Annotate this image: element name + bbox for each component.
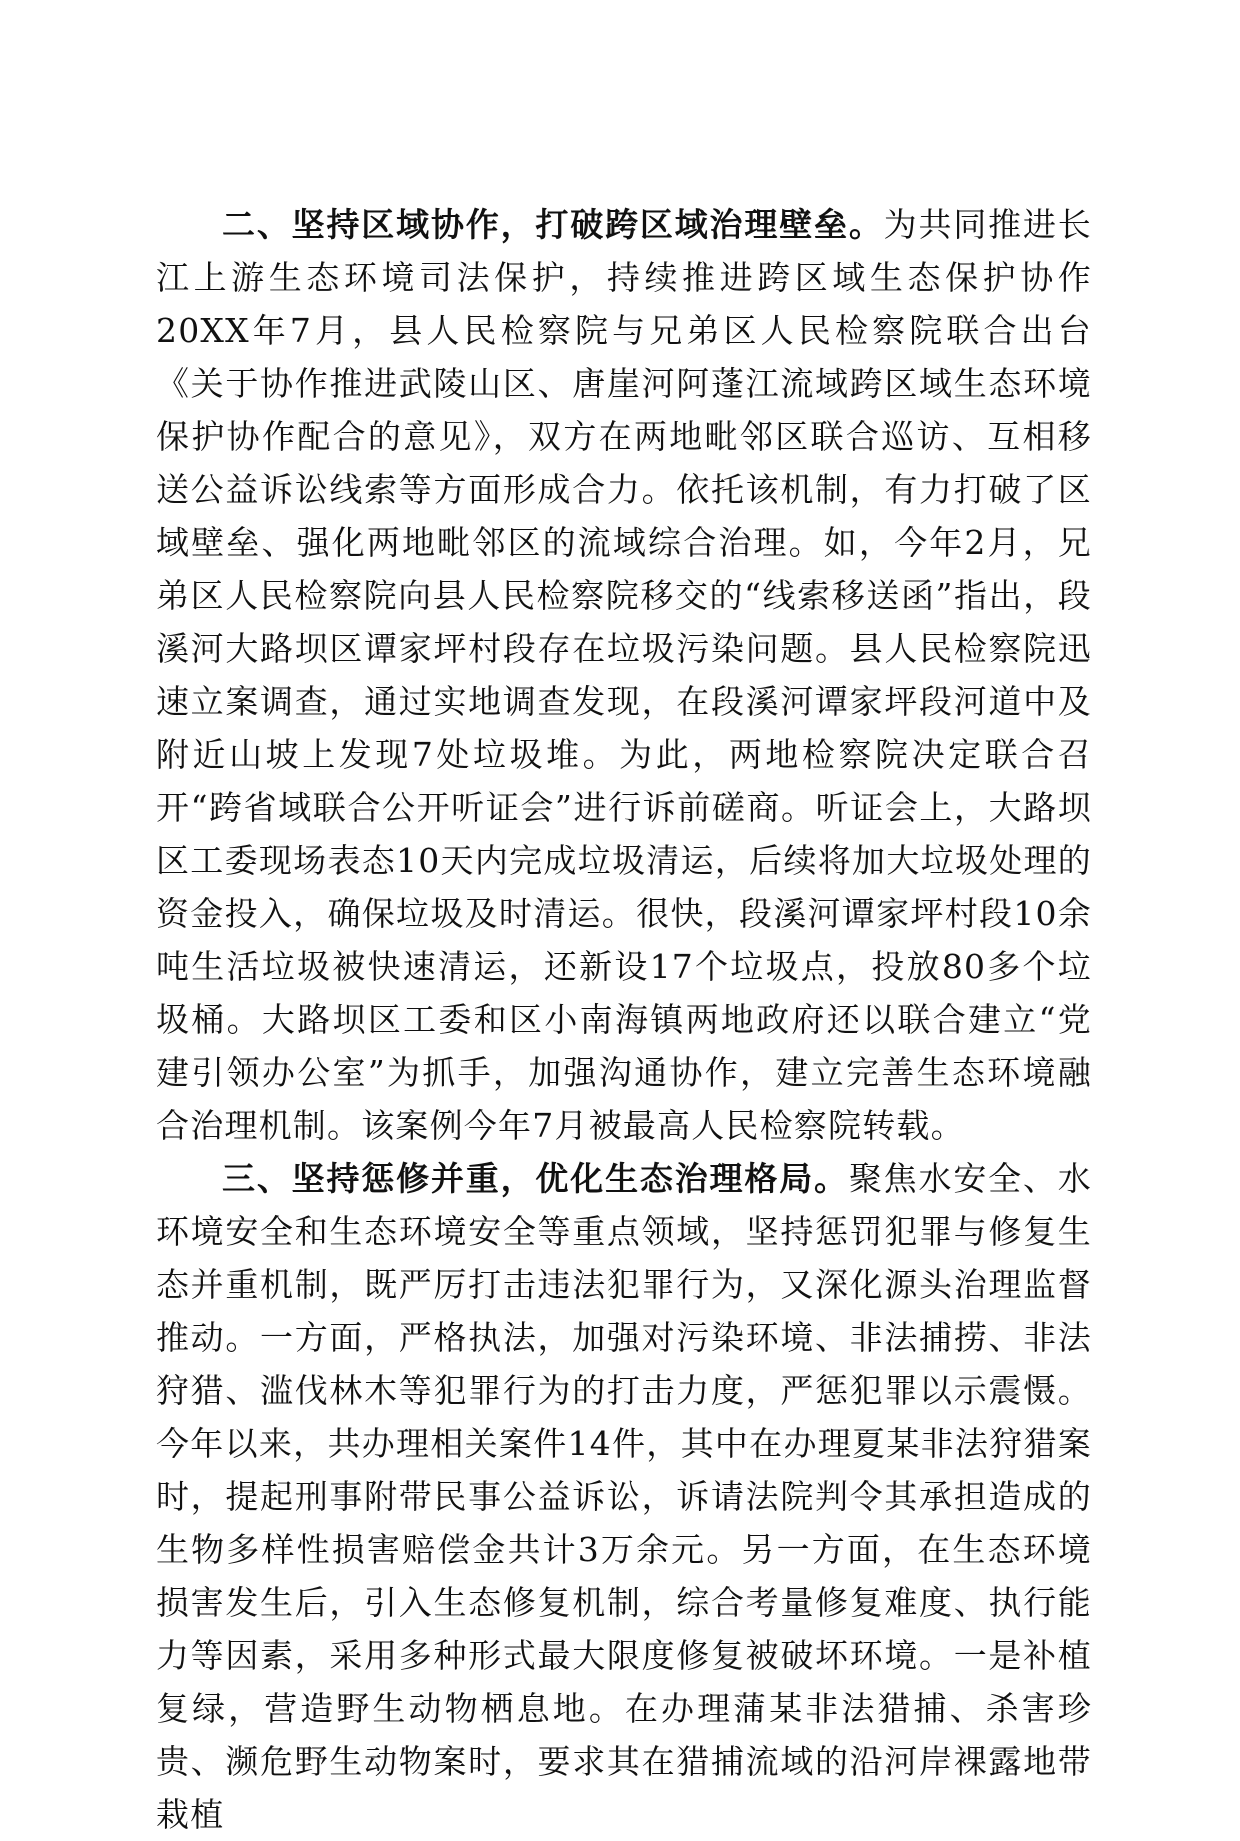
paragraph-heading: 三、坚持惩修并重，优化生态治理格局。 [222,1159,849,1198]
paragraph-regional-cooperation [156,198,1092,1152]
paragraph-punishment-restoration [156,1152,1092,1841]
paragraph-heading: 二、坚持区域协作，打破跨区域治理壁垒。 [222,205,884,244]
paragraph-text: 为共同推进长江上游生态环境司法保护，持续推进跨区域生态保护协作20XX年7月，县人民检察院与兄弟区人民检察院联合出台《关于协作推进武陵山区、唐崖河阿蓬江流域跨区域生态环境保护协作配合的意见》，双方在两地毗邻区联合巡访、互相移送公益诉讼线索等方面形成合力。依托该机制，有力打破了区域壁垒、强化两地毗邻区的流域综合治理。如，今年2月，兄弟区人民检察院向县人民检察院移交的“线索移送函”指出，段溪河大路坝区谭家坪村段存在垃圾污染问题。县人民检察院迅速立案调查，通过实地调查发现，在段溪河谭家坪段河道中及附近山坡上发现7处垃圾堆。为此，两地检察院决定联合召开“跨省域联合公开听证会”进行诉前磋商。听证会上，大路坝区工委现场表态10天内完成垃圾清运，后续将加大垃圾处理的资金投入，确保垃圾及时清运。很快，段溪河谭家坪村段10余吨生活垃圾被快速清运，还新设17个垃圾点，投放80多个垃圾桶。大路坝区工委和区小南海镇两地政府还以联合建立“党建引领办公室”为抓手，加强沟通协作，建立完善生态环境融合治理机制。该案例今年7月被最高人民检察院转载。 [156,205,1092,1145]
document-body [156,198,1092,1841]
paragraph-text: 聚焦水安全、水环境安全和生态环境安全等重点领域，坚持惩罚犯罪与修复生态并重机制，既严厉打击违法犯罪行为，又深化源头治理监督推动。一方面，严格执法，加强对污染环境、非法捕捞、非法狩猎、滥伐林木等犯罪行为的打击力度，严惩犯罪以示震慑。今年以来，共办理相关案件14件，其中在办理夏某非法狩猎案时，提起刑事附带民事公益诉讼，诉请法院判令其承担造成的生物多样性损害赔偿金共计3万余元。另一方面，在生态环境损害发生后，引入生态修复机制，综合考量修复难度、执行能力等因素，采用多种形式最大限度修复被破坏环境。一是补植复绿，营造野生动物栖息地。在办理蒲某非法猎捕、杀害珍贵、濒危野生动物案时，要求其在猎捕流域的沿河岸裸露地带栽植 [156,1159,1092,1834]
